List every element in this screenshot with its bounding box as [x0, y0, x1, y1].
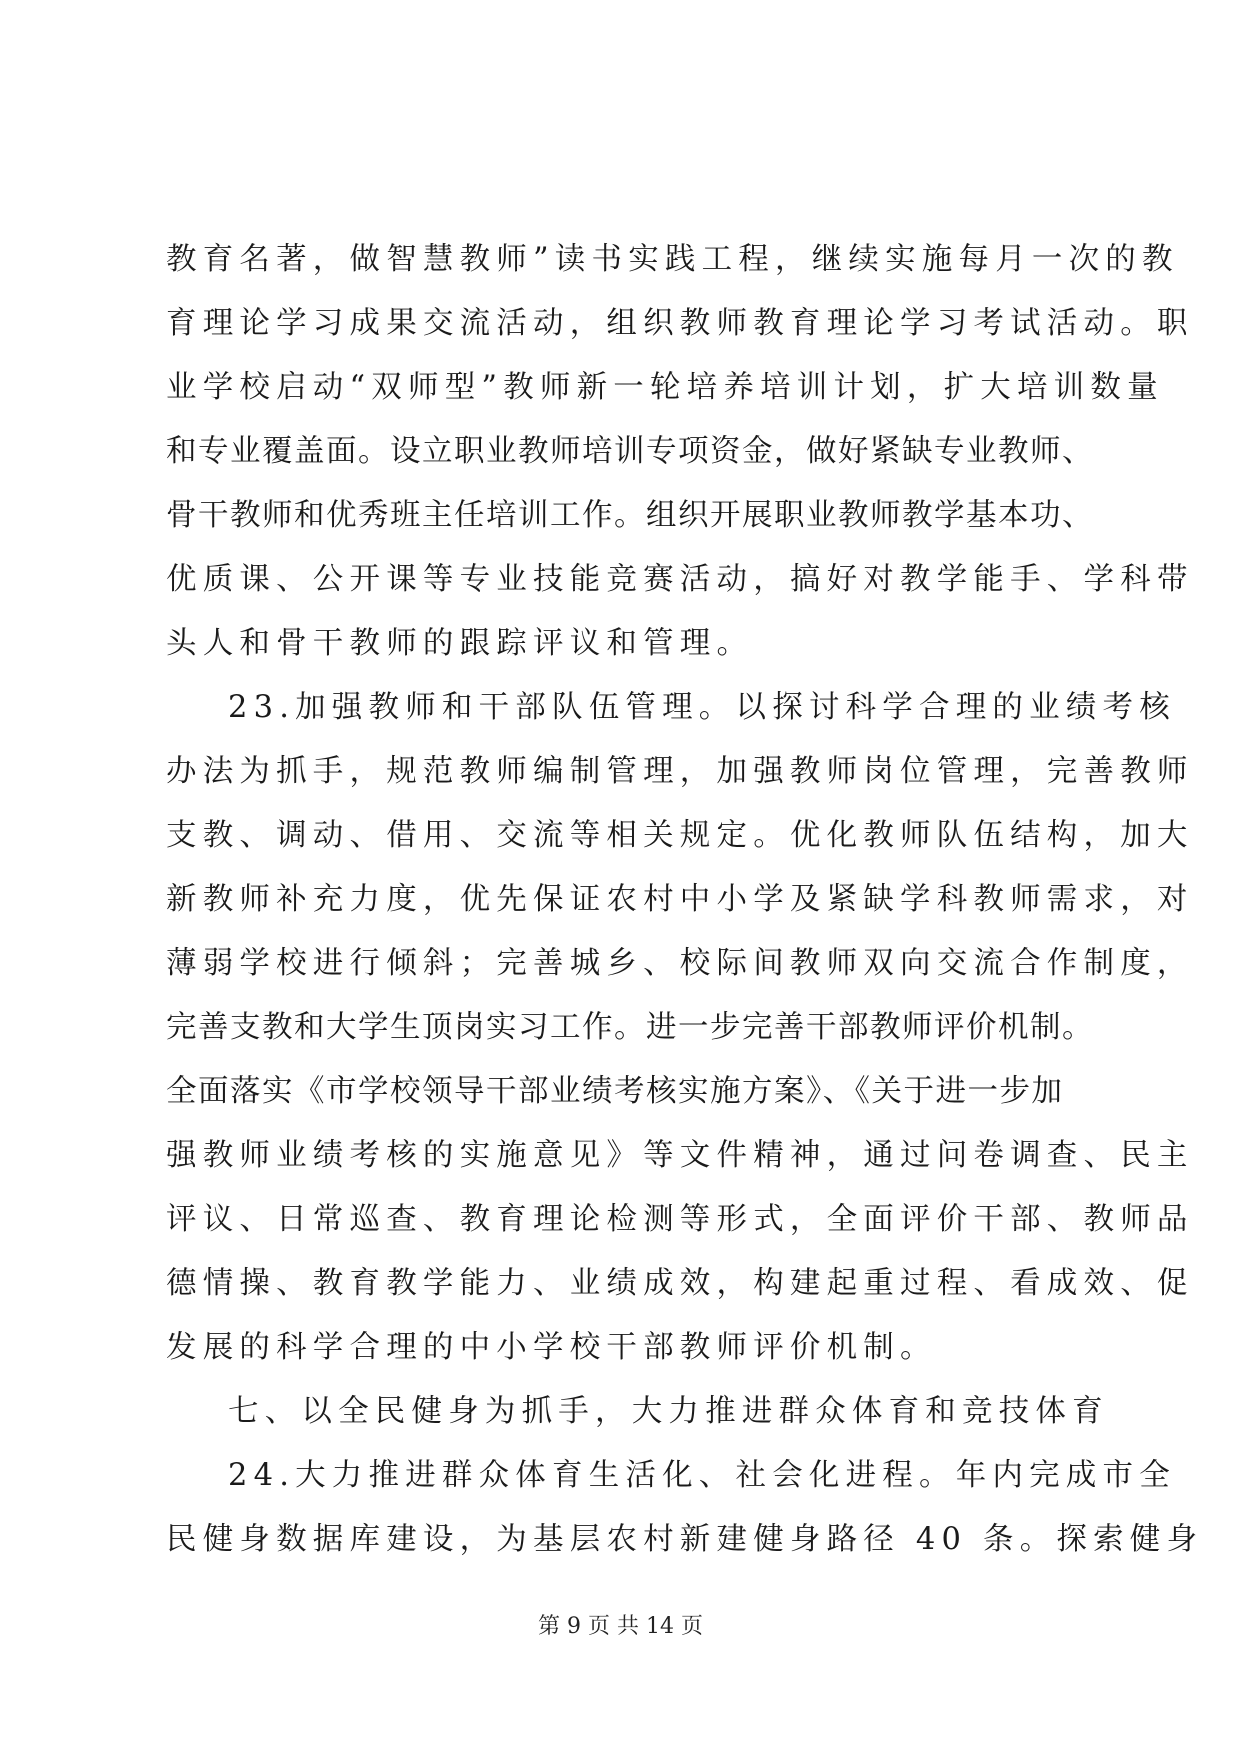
text-line: 头人和骨干教师的跟踪评议和管理。 [166, 626, 754, 661]
text-line: 完善支教和大学生顶岗实习工作。进一步完善干部教师评价机制。 [166, 1010, 1094, 1045]
text-line: 办法为抓手，规范教师编制管理，加强教师岗位管理，完善教师 [166, 754, 1194, 789]
text-line: 教育名著，做智慧教师”读书实践工程，继续实施每月一次的教 [166, 242, 1179, 277]
text-line: 评议、日常巡查、教育理论检测等形式，全面评价干部、教师品 [166, 1202, 1194, 1237]
section-24-heading-line: 24.大力推进群众体育生活化、社会化进程。年内完成市全 [228, 1458, 1176, 1493]
page-number-footer: 第 9 页 共 14 页 [538, 1614, 703, 1639]
text-line: 强教师业绩考核的实施意见》等文件精神，通过问卷调查、民主 [166, 1138, 1194, 1173]
text-line: 德情操、教育教学能力、业绩成效，构建起重过程、看成效、促 [166, 1266, 1194, 1301]
text-line: 业学校启动“双师型”教师新一轮培养培训计划，扩大培训数量 [166, 370, 1164, 405]
text-line: 全面落实《市学校领导干部业绩考核实施方案》、《关于进一步加 [166, 1074, 1064, 1109]
text-line: 新教师补充力度，优先保证农村中小学及紧缺学科教师需求，对 [166, 882, 1194, 917]
text-line: 薄弱学校进行倾斜；完善城乡、校际间教师双向交流合作制度， [166, 946, 1194, 981]
document-body [166, 228, 1204, 1572]
text-line: 骨干教师和优秀班主任培训工作。组织开展职业教师教学基本功、 [166, 498, 1094, 533]
chapter-7-heading: 七、以全民健身为抓手，大力推进群众体育和竞技体育 [228, 1394, 1109, 1429]
text-line: 发展的科学合理的中小学校干部教师评价机制。 [166, 1330, 937, 1365]
text-line: 优质课、公开课等专业技能竞赛活动，搞好对教学能手、学科带 [166, 562, 1194, 597]
text-line: 育理论学习成果交流活动，组织教师教育理论学习考试活动。职 [166, 306, 1194, 341]
text-line: 支教、调动、借用、交流等相关规定。优化教师队伍结构，加大 [166, 818, 1194, 853]
text-line: 和专业覆盖面。设立职业教师培训专项资金，做好紧缺专业教师、 [166, 434, 1094, 469]
section-23-heading-line: 23.加强教师和干部队伍管理。以探讨科学合理的业绩考核 [228, 690, 1176, 725]
text-line: 民健身数据库建设，为基层农村新建健身路径 40 条。探索健身 [166, 1522, 1204, 1557]
